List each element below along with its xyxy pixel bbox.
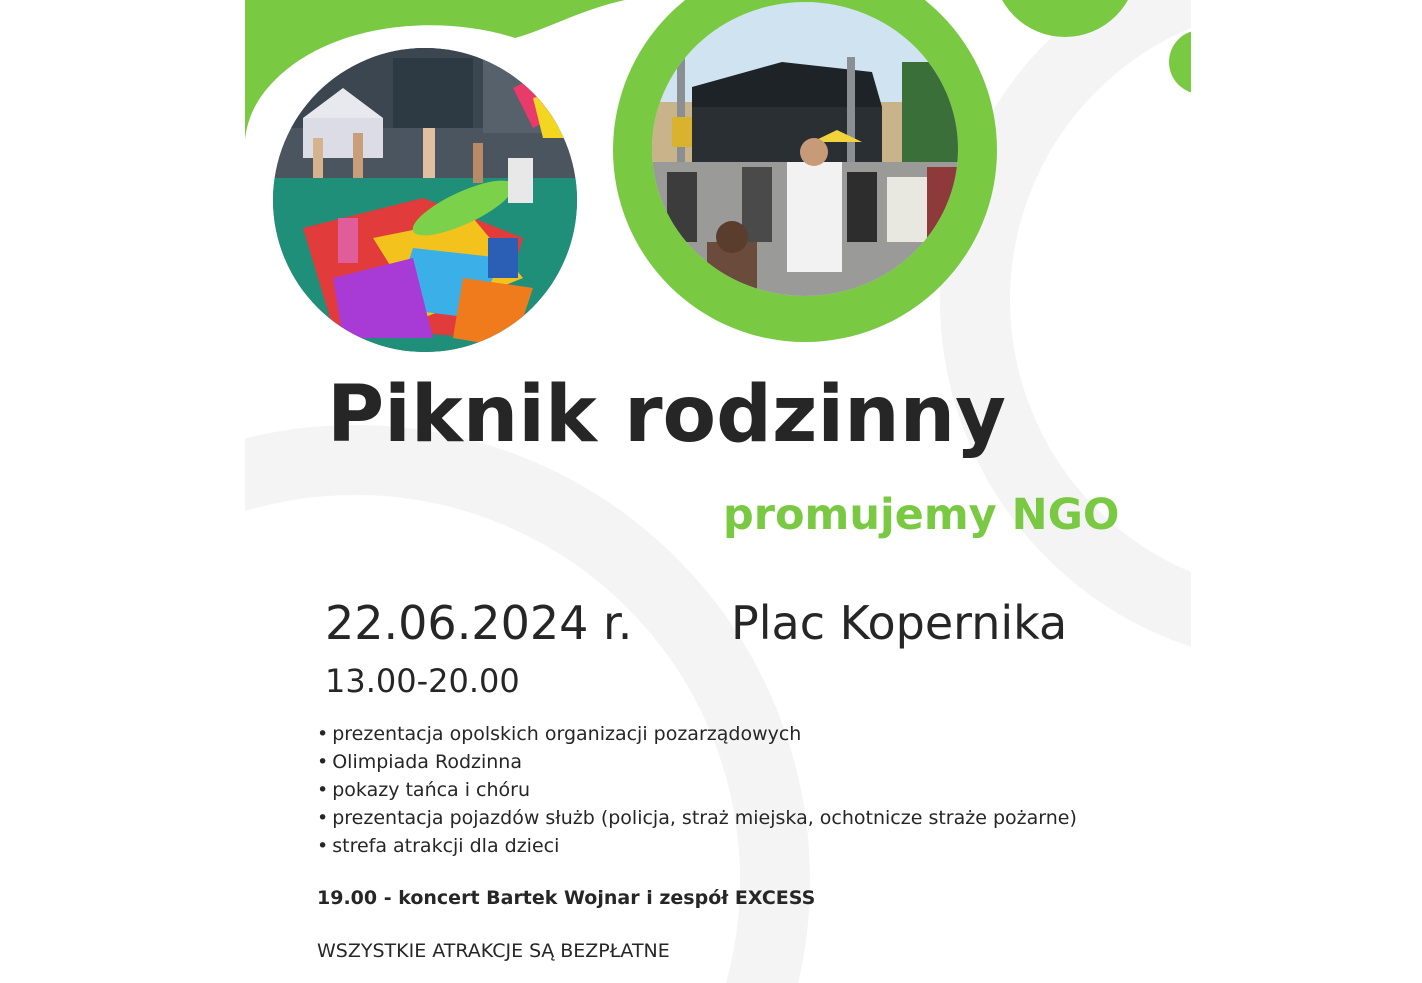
event-date: 22.06.2024 r. — [325, 596, 633, 650]
event-poster — [245, 0, 1191, 983]
concert-info: 19.00 - koncert Bartek Wojnar i zespół EXCESS — [317, 887, 816, 909]
concert-stage-photo — [652, 2, 958, 296]
list-item: • prezentacja opolskich organizacji pozarządowych — [317, 720, 1077, 748]
poster-subtitle: promujemy NGO — [723, 490, 1120, 540]
list-item: • Olimpiada Rodzinna — [317, 748, 1077, 776]
event-place: Plac Kopernika — [731, 596, 1068, 650]
event-time: 13.00-20.00 — [325, 662, 520, 700]
poster-title: Piknik rodzinny — [327, 370, 1006, 460]
green-dot-right-edge — [1169, 30, 1191, 94]
free-admission-note: WSZYSTKIE ATRAKCJE SĄ BEZPŁATNE — [317, 940, 670, 962]
list-item: • strefa atrakcji dla dzieci — [317, 832, 1077, 860]
family-picnic-photo — [273, 48, 577, 352]
attractions-list — [317, 720, 1077, 860]
list-item: • prezentacja pojazdów służb (policja, straż miejska, ochotnicze straże pożarne) — [317, 804, 1077, 832]
list-item: • pokazy tańca i chóru — [317, 776, 1077, 804]
